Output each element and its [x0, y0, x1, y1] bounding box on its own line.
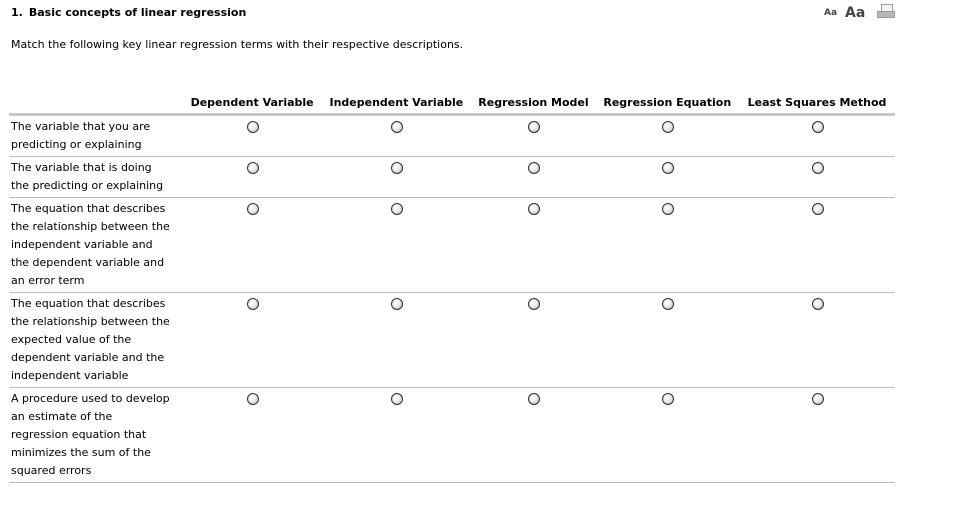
question-number: 1. [11, 6, 23, 19]
radio-cell [183, 115, 321, 157]
radio-button-row5-regression-equation[interactable] [662, 393, 674, 405]
radio-button-row3-independent-variable[interactable] [391, 203, 403, 215]
radio-cell [321, 157, 471, 198]
header-blank-cell [9, 93, 183, 115]
radio-button-row3-dependent-variable[interactable] [247, 203, 259, 215]
row-description: The variable that is doing the predicting or explaining [9, 157, 183, 198]
column-header-dependent-variable: Dependent Variable [183, 93, 321, 115]
radio-cell [183, 198, 321, 293]
radio-cell [471, 157, 595, 198]
radio-button-row5-least-squares-method[interactable] [812, 393, 824, 405]
radio-button-row1-dependent-variable[interactable] [247, 121, 259, 133]
table-row [9, 388, 895, 483]
row-description: A procedure used to develop an estimate of the regression equation that minimizes the sum of the squared errors [9, 388, 183, 483]
radio-cell [739, 198, 895, 293]
radio-button-row4-regression-equation[interactable] [662, 298, 674, 310]
radio-cell [739, 115, 895, 157]
radio-cell [739, 293, 895, 388]
radio-button-row3-least-squares-method[interactable] [812, 203, 824, 215]
row-description: The variable that you are predicting or explaining [9, 115, 183, 157]
row-description: The equation that describes the relationship between the expected value of the dependent variable and the independent variable [9, 293, 183, 388]
row-description: The equation that describes the relationship between the independent variable and the dependent variable and an error term [9, 198, 183, 293]
question-title-text: Basic concepts of linear regression [28, 6, 247, 19]
radio-cell [471, 198, 595, 293]
radio-cell [471, 293, 595, 388]
radio-button-row5-regression-model[interactable] [528, 393, 540, 405]
table-header-row [9, 93, 895, 115]
radio-cell [595, 388, 739, 483]
column-header-independent-variable: Independent Variable [321, 93, 471, 115]
radio-button-row1-regression-equation[interactable] [662, 121, 674, 133]
radio-button-row5-independent-variable[interactable] [391, 393, 403, 405]
radio-button-row4-least-squares-method[interactable] [812, 298, 824, 310]
radio-cell [739, 388, 895, 483]
radio-button-row1-independent-variable[interactable] [391, 121, 403, 133]
radio-cell [595, 157, 739, 198]
radio-button-row4-independent-variable[interactable] [391, 298, 403, 310]
radio-cell [739, 157, 895, 198]
radio-cell [321, 198, 471, 293]
radio-cell [321, 115, 471, 157]
radio-cell [183, 293, 321, 388]
table-row [9, 115, 895, 157]
question-title [11, 6, 246, 19]
column-header-regression-equation: Regression Equation [595, 93, 739, 115]
column-header-regression-model: Regression Model [471, 93, 595, 115]
radio-cell [183, 388, 321, 483]
radio-button-row3-regression-equation[interactable] [662, 203, 674, 215]
radio-button-row3-regression-model[interactable] [528, 203, 540, 215]
font-size-controls [824, 4, 895, 20]
radio-button-row4-dependent-variable[interactable] [247, 298, 259, 310]
radio-cell [595, 293, 739, 388]
print-body-shape [877, 11, 895, 18]
radio-button-row1-least-squares-method[interactable] [812, 121, 824, 133]
radio-button-row1-regression-model[interactable] [528, 121, 540, 133]
radio-cell [321, 293, 471, 388]
column-header-least-squares-method: Least Squares Method [739, 93, 895, 115]
radio-cell [471, 388, 595, 483]
radio-button-row2-dependent-variable[interactable] [247, 162, 259, 174]
radio-cell [471, 115, 595, 157]
radio-button-row2-least-squares-method[interactable] [812, 162, 824, 174]
radio-button-row2-regression-model[interactable] [528, 162, 540, 174]
radio-cell [321, 388, 471, 483]
print-icon[interactable] [877, 4, 895, 20]
table-row [9, 157, 895, 198]
radio-button-row4-regression-model[interactable] [528, 298, 540, 310]
radio-cell [183, 157, 321, 198]
radio-button-row2-independent-variable[interactable] [391, 162, 403, 174]
radio-button-row5-dependent-variable[interactable] [247, 393, 259, 405]
radio-cell [595, 198, 739, 293]
font-decrease-button[interactable]: Aa [824, 8, 838, 18]
matching-table [9, 93, 895, 483]
table-row [9, 293, 895, 388]
instructions-text: Match the following key linear regression terms with their respective descriptions. [11, 38, 464, 51]
font-increase-button[interactable]: Aa [845, 5, 866, 21]
table-row [9, 198, 895, 293]
radio-button-row2-regression-equation[interactable] [662, 162, 674, 174]
radio-cell [595, 115, 739, 157]
